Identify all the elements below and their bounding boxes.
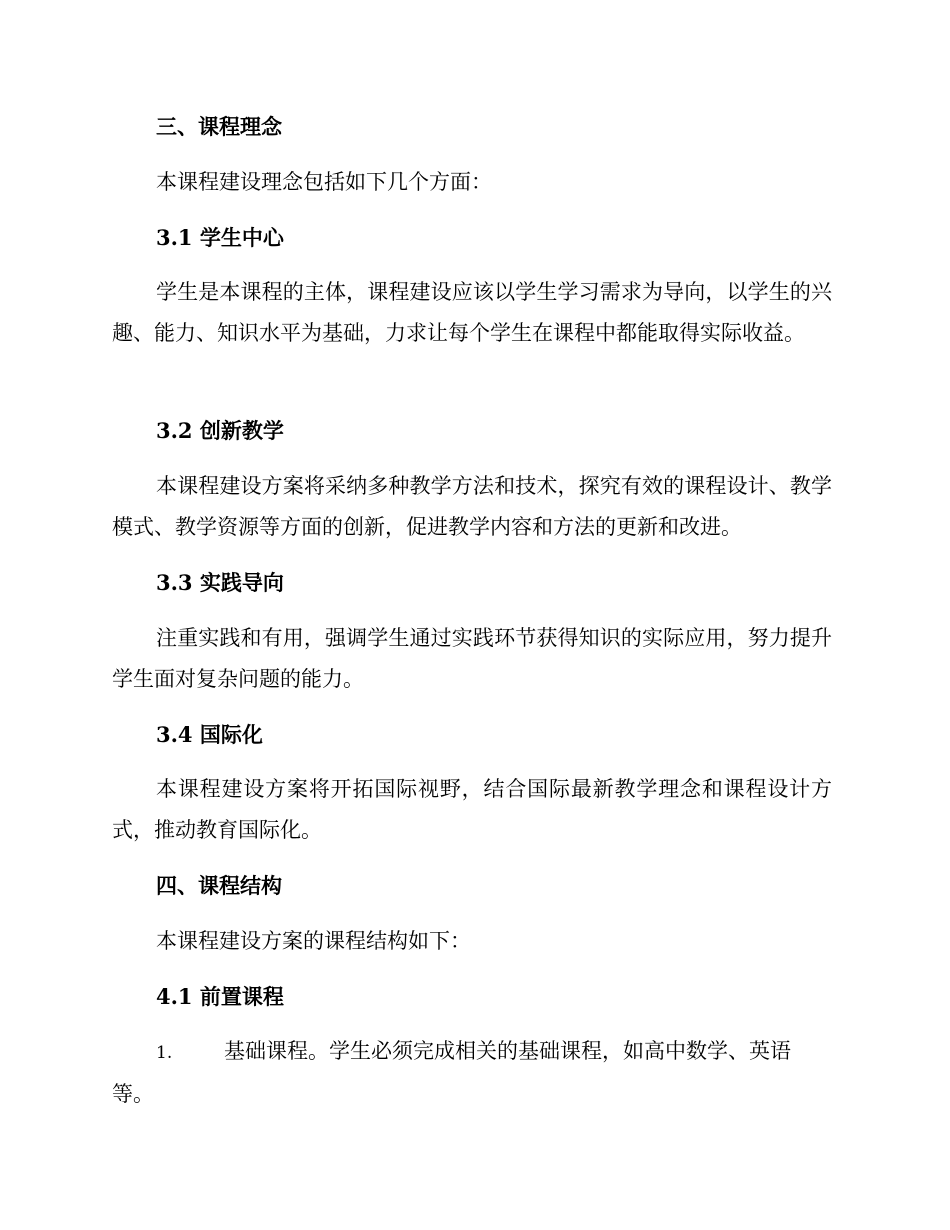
subsection-4-1-heading: 4.1 前置课程 — [156, 984, 284, 1009]
section-4-heading: 四、课程结构 — [156, 873, 282, 898]
subsection-3-3-heading: 3.3 实践导向 — [156, 570, 284, 595]
section-4-intro: 本课程建设方案的课程结构如下： — [156, 929, 471, 953]
subsection-3-3-body: 注重实践和有用，强调学生通过实践环节获得知识的实际应用，努力提升学生面对复杂问题的能力。 — [112, 626, 832, 691]
subsection-3-4-body: 本课程建设方案将开拓国际视野，结合国际最新教学理念和课程设计方式，推动教育国际化。 — [112, 777, 832, 842]
section-3-intro: 本课程建设理念包括如下几个方面： — [156, 170, 492, 194]
subsection-3-2-body: 本课程建设方案将采纳多种教学方法和技术，探究有效的课程设计、教学模式、教学资源等方面的创新，促进教学内容和方法的更新和改进。 — [112, 474, 832, 539]
list-item-number: 1. — [156, 1043, 173, 1063]
subsection-3-4-heading: 3.4 国际化 — [156, 722, 263, 747]
section-3-heading: 三、课程理念 — [156, 114, 282, 139]
subsection-3-2-heading: 3.2 创新教学 — [156, 418, 284, 443]
list-item-text: 基础课程。学生必须完成相关的基础课程，如高中数学、英语等。 — [112, 1039, 791, 1106]
subsection-3-1-body: 学生是本课程的主体，课程建设应该以学生学习需求为导向，以学生的兴趣、能力、知识水平为基础，力求让每个学生在课程中都能取得实际收益。 — [112, 280, 832, 345]
subsection-3-1-heading: 3.1 学生中心 — [156, 225, 284, 250]
list-item — [112, 1031, 832, 1115]
